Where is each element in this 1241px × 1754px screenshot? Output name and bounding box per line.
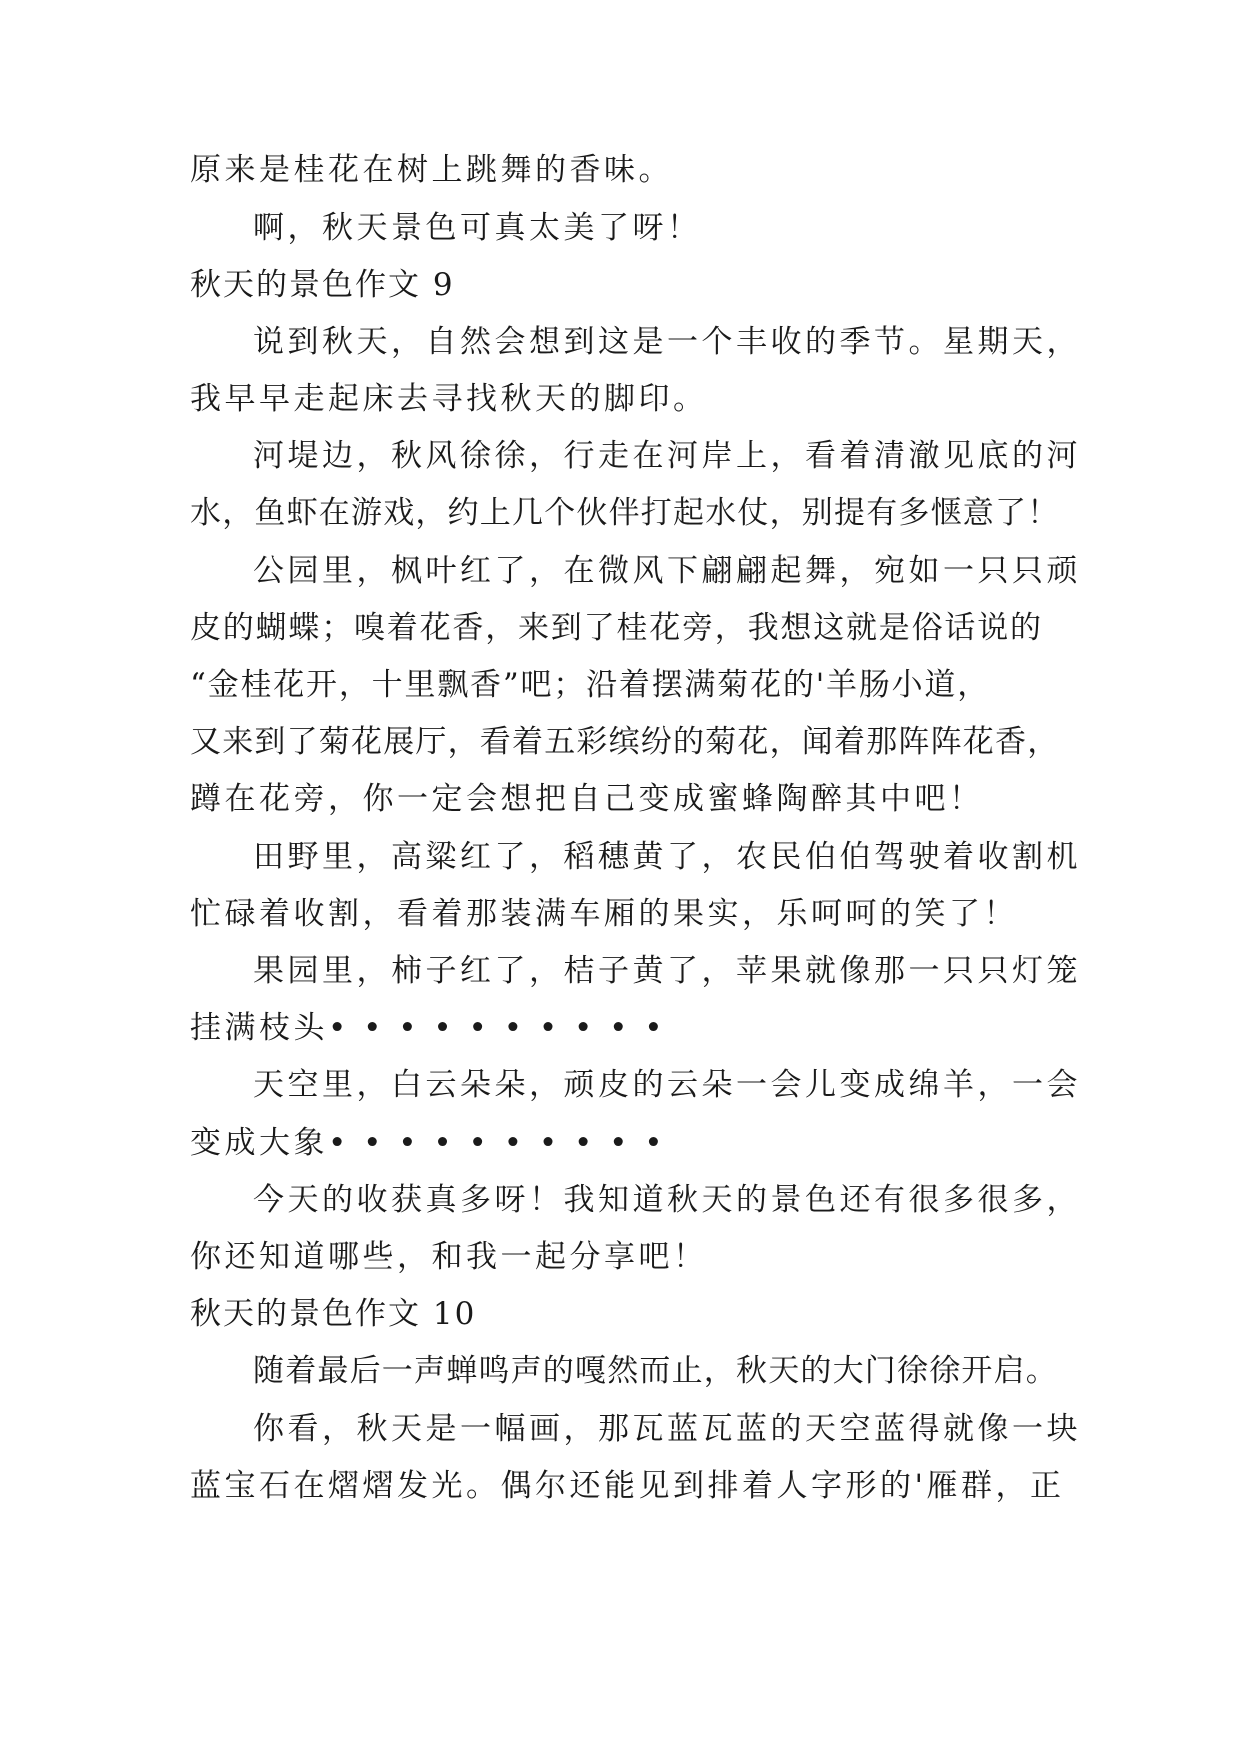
text-line: 你还知道哪些，和我一起分享吧！ (190, 1239, 708, 1275)
text-line: 说到秋天，自然会想到这是一个丰收的季节。星期天， (253, 324, 1081, 360)
text-line: 又来到了菊花展厅，看着五彩缤纷的菊花，闻着那阵阵花香， (190, 724, 1060, 760)
text-line: 挂满枝头• • • • • • • • • • (190, 1010, 667, 1046)
text-line: 啊，秋天景色可真太美了呀！ (253, 210, 702, 246)
text-line: 果园里，柿子红了，桔子黄了，苹果就像那一只只灯笼 (253, 953, 1081, 989)
text-line: 水，鱼虾在游戏，约上几个伙伴打起水仗，别提有多惬意了！ (190, 495, 1060, 531)
text-line: 随着最后一声蝉鸣声的嘎然而止，秋天的大门徐徐开启。 (253, 1353, 1058, 1389)
text-line: 我早早走起床去寻找秋天的脚印。 (190, 381, 708, 417)
text-line: 忙碌着收割，看着那装满车厢的果实，乐呵呵的笑了！ (190, 896, 1018, 932)
text-line: 公园里，枫叶红了，在微风下翩翩起舞，宛如一只只顽 (253, 553, 1081, 589)
text-line: 原来是桂花在树上跳舞的香味。 (190, 152, 673, 188)
text-line: 今天的收获真多呀！我知道秋天的景色还有很多很多， (253, 1182, 1081, 1218)
section-heading: 秋天的景色作文 9 (190, 267, 455, 303)
text-line: 变成大象• • • • • • • • • • (190, 1125, 667, 1161)
section-heading: 秋天的景色作文 10 (190, 1296, 477, 1332)
text-line: 天空里，白云朵朵，顽皮的云朵一会儿变成绵羊，一会 (253, 1067, 1081, 1103)
text-line: 田野里，高粱红了，稻穗黄了，农民伯伯驾驶着收割机 (253, 839, 1081, 875)
text-line: 河堤边，秋风徐徐，行走在河岸上，看着清澈见底的河 (253, 438, 1081, 474)
text-line: 你看，秋天是一幅画，那瓦蓝瓦蓝的天空蓝得就像一块 (253, 1411, 1081, 1447)
text-line: 皮的蝴蝶；嗅着花香，来到了桂花旁，我想这就是俗话说的 (190, 610, 1043, 646)
text-line: “金桂花开，十里飘香”吧；沿着摆满菊花的'羊肠小道， (190, 667, 991, 703)
text-line: 蹲在花旁，你一定会想把自己变成蜜蜂陶醉其中吧！ (190, 781, 984, 817)
text-line: 蓝宝石在熠熠发光。偶尔还能见到排着人字形的'雁群，正 (190, 1468, 1065, 1504)
